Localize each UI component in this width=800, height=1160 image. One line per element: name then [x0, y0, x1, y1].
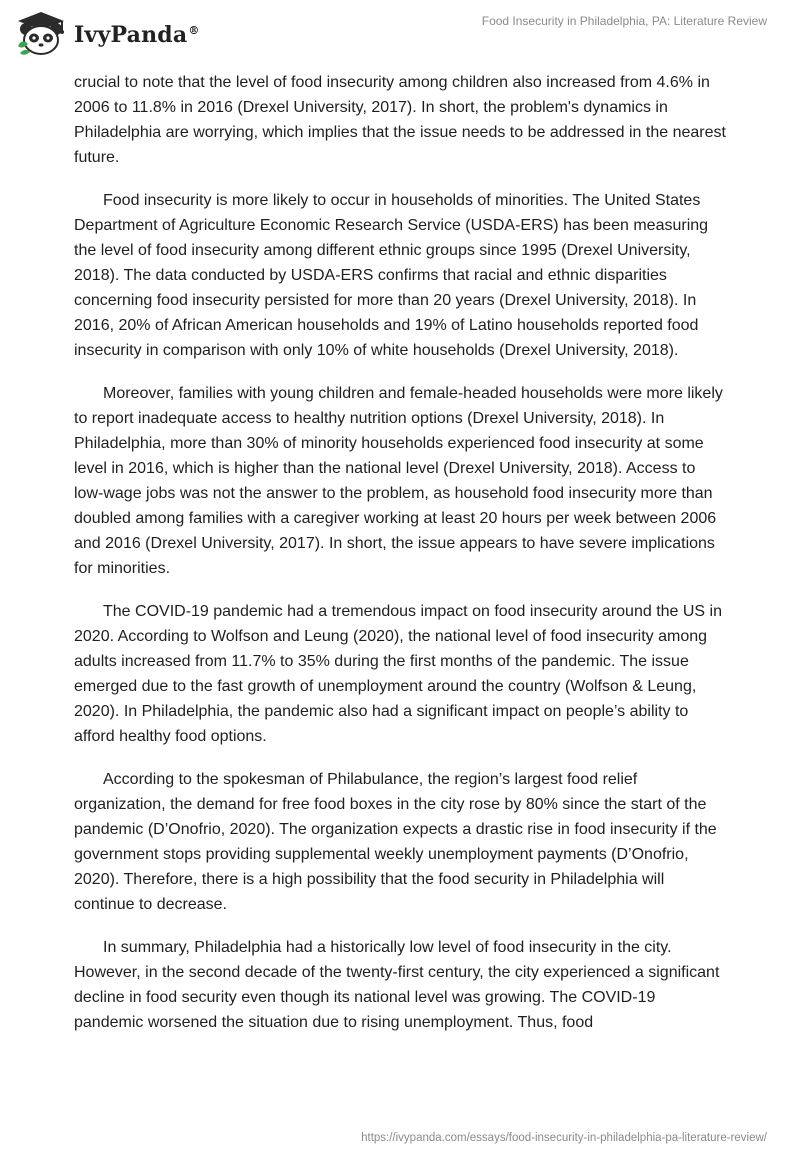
paragraph: According to the spokesman of Philabulance, the region’s largest food relief organization, the demand for free food boxes in the city rose by 80% since the start of the pandemic (D’Onofrio, 2020). The organization expects a drastic rise in food insecurity if the government stops providing supplemental weekly unemployment payments (D’Onofrio, 2020). Therefore, there is a high possibility that the food security in Philadelphia will continue to decrease.	[74, 771, 717, 913]
paragraph-continuation: crucial to note that the level of food insecurity among children also increased from 4.6% in 2006 to 11.8% in 2016 (Drexel University, 2017). In short, the problem's dynamics in Philadelphia are worrying, which implies that the issue needs to be addressed in the nearest future.	[74, 74, 726, 166]
paragraph: Moreover, families with young children and female-headed households were more likely to report inadequate access to healthy nutrition options (Drexel University, 2018). In Philadelphia, more than 30% of minority households experienced food insecurity at some level in 2016, which is higher than the national level (Drexel University, 2018). Access to low-wage jobs was not the answer to the problem, as household food insecurity more than doubled among families with a caregiver working at least 20 hours per week between 2006 and 2016 (Drexel University, 2017). In short, the issue appears to have severe implications for minorities.	[74, 385, 723, 577]
page-header	[0, 0, 800, 70]
logo-wordmark: IvyPanda	[74, 22, 188, 48]
panda-logo-icon	[14, 10, 68, 56]
source-url-link[interactable]: https://ivypanda.com/essays/food-insecurity-in-philadelphia-pa-literature-review/	[361, 1132, 767, 1144]
essay-body	[74, 70, 726, 1053]
ivypanda-logo[interactable]	[14, 10, 200, 56]
paragraph: Food insecurity is more likely to occur in households of minorities. The United States Department of Agriculture Economic Research Service (USDA-ERS) has been measuring the level of food insecurity among different ethnic groups since 1995 (Drexel University, 2018). The data conducted by USDA-ERS confirms that racial and ethnic disparities concerning food insecurity persisted for more than 20 years (Drexel University, 2018). In 2016, 20% of African American households and 19% of Latino households reported food insecurity in comparison with only 10% of white households (Drexel University, 2018).	[74, 192, 709, 359]
paragraph: The COVID-19 pandemic had a tremendous impact on food insecurity around the US in 2020. According to Wolfson and Leung (2020), the national level of food insecurity among adults increased from 11.7% to 35% during the first months of the pandemic. The issue emerged due to the fast growth of unemployment around the country (Wolfson & Leung, 2020). In Philadelphia, the pandemic also had a significant impact on people’s ability to afford healthy food options.	[74, 603, 722, 745]
document-title: Food Insecurity in Philadelphia, PA: Literature Review	[481, 14, 767, 28]
paragraph: In summary, Philadelphia had a historically low level of food insecurity in the city. However, in the second decade of the twenty-first century, the city experienced a significant decline in food security even though its national level was growing. The COVID-19 pandemic worsened the situation due to rising unemployment. Thus, food	[74, 939, 720, 1031]
logo-text	[74, 22, 200, 48]
registered-mark: ®	[188, 23, 200, 37]
